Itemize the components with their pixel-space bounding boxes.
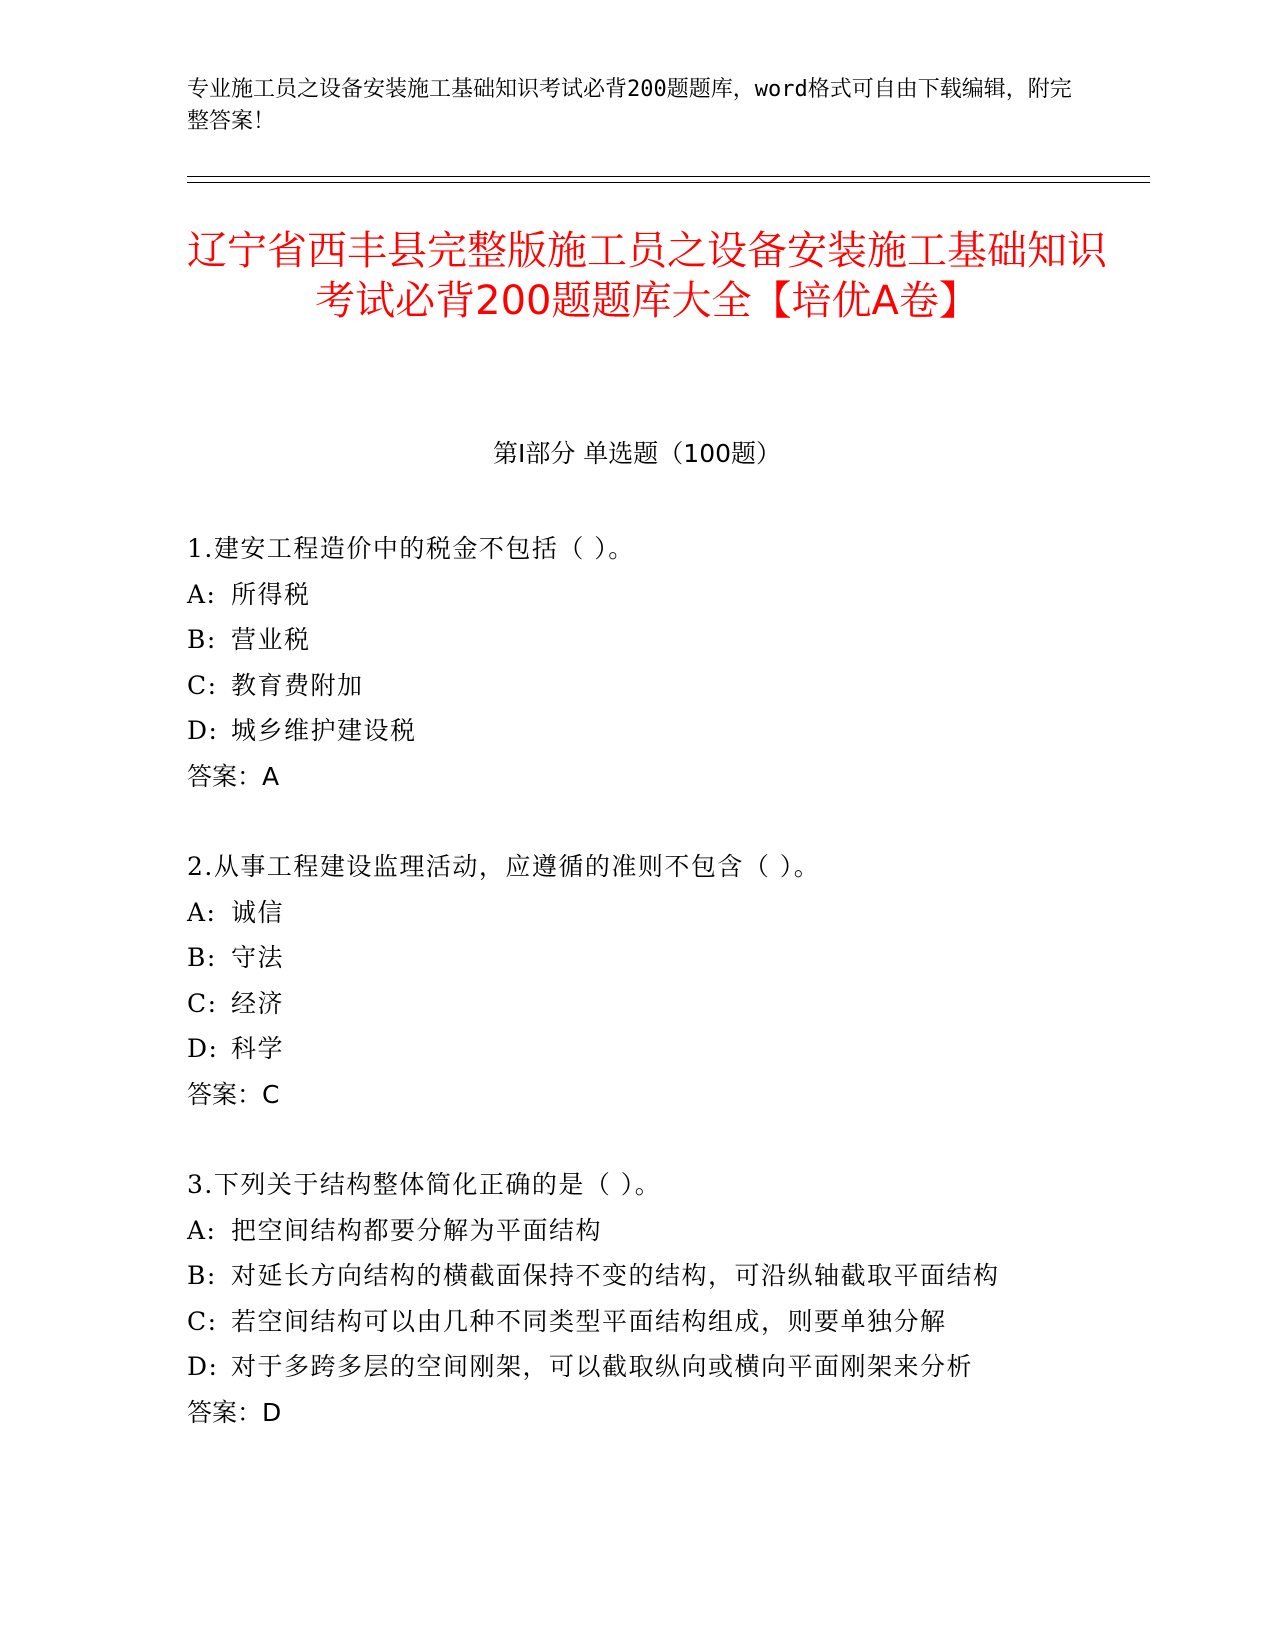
option-key: D: bbox=[187, 1034, 219, 1063]
question-stem: 1.建安工程造价中的税金不包括（ ）。 bbox=[187, 534, 635, 563]
option-a bbox=[187, 890, 1147, 936]
answer-line: 答案：A bbox=[187, 761, 280, 791]
option-b bbox=[187, 1253, 1147, 1299]
option-d bbox=[187, 708, 1147, 754]
option-key: C: bbox=[187, 988, 218, 1018]
option-key: C: bbox=[187, 1306, 218, 1336]
answer-line: 答案：C bbox=[187, 1079, 280, 1109]
option-text: 经济 bbox=[231, 988, 285, 1018]
option-d bbox=[187, 1026, 1147, 1072]
option-key: B: bbox=[187, 943, 217, 972]
question-block bbox=[187, 844, 1147, 1117]
option-text: 把空间结构都要分解为平面结构 bbox=[231, 1215, 603, 1245]
option-key: A: bbox=[187, 579, 217, 609]
option-key: B: bbox=[187, 1261, 217, 1290]
question-stem: 3.下列关于结构整体简化正确的是（ ）。 bbox=[187, 1170, 662, 1199]
option-text: 教育费附加 bbox=[231, 670, 364, 700]
option-c bbox=[187, 981, 1147, 1027]
option-b bbox=[187, 935, 1147, 981]
option-c bbox=[187, 1299, 1147, 1345]
header-divider-bottom bbox=[187, 182, 1150, 183]
option-b bbox=[187, 617, 1147, 663]
option-key: C: bbox=[187, 670, 218, 700]
option-text: 对于多跨多层的空间刚架，可以截取纵向或横向平面刚架来分析 bbox=[231, 1352, 974, 1381]
option-text: 科学 bbox=[231, 1034, 285, 1063]
question-block bbox=[187, 526, 1147, 799]
header-note: 专业施工员之设备安装施工基础知识考试必背200题题库，word格式可自由下载编辑，附完整答案！ bbox=[187, 77, 1072, 134]
header-divider-top bbox=[187, 176, 1150, 177]
answer-line: 答案：D bbox=[187, 1397, 282, 1427]
option-text: 营业税 bbox=[231, 625, 311, 654]
option-text: 城乡维护建设税 bbox=[231, 716, 417, 745]
option-key: D: bbox=[187, 1352, 219, 1381]
option-d bbox=[187, 1344, 1147, 1390]
question-block bbox=[187, 1162, 1147, 1435]
option-key: A: bbox=[187, 1215, 217, 1245]
option-text: 守法 bbox=[231, 943, 285, 972]
option-text: 对延长方向结构的横截面保持不变的结构，可沿纵轴截取平面结构 bbox=[231, 1261, 1000, 1290]
document-title: 辽宁省西丰县完整版施工员之设备安装施工基础知识考试必背200题题库大全【培优A卷】 bbox=[187, 228, 1107, 324]
option-text: 诚信 bbox=[231, 897, 285, 927]
option-a bbox=[187, 1208, 1147, 1254]
option-key: A: bbox=[187, 897, 217, 927]
option-text: 所得税 bbox=[231, 579, 311, 609]
option-key: D: bbox=[187, 716, 219, 745]
option-a bbox=[187, 572, 1147, 618]
section-heading: 第I部分 单选题（100题） bbox=[492, 439, 782, 468]
option-text: 若空间结构可以由几种不同类型平面结构组成，则要单独分解 bbox=[231, 1306, 947, 1336]
question-stem: 2.从事工程建设监理活动，应遵循的准则不包含（ ）。 bbox=[187, 852, 821, 881]
option-key: B: bbox=[187, 625, 217, 654]
option-c bbox=[187, 663, 1147, 709]
